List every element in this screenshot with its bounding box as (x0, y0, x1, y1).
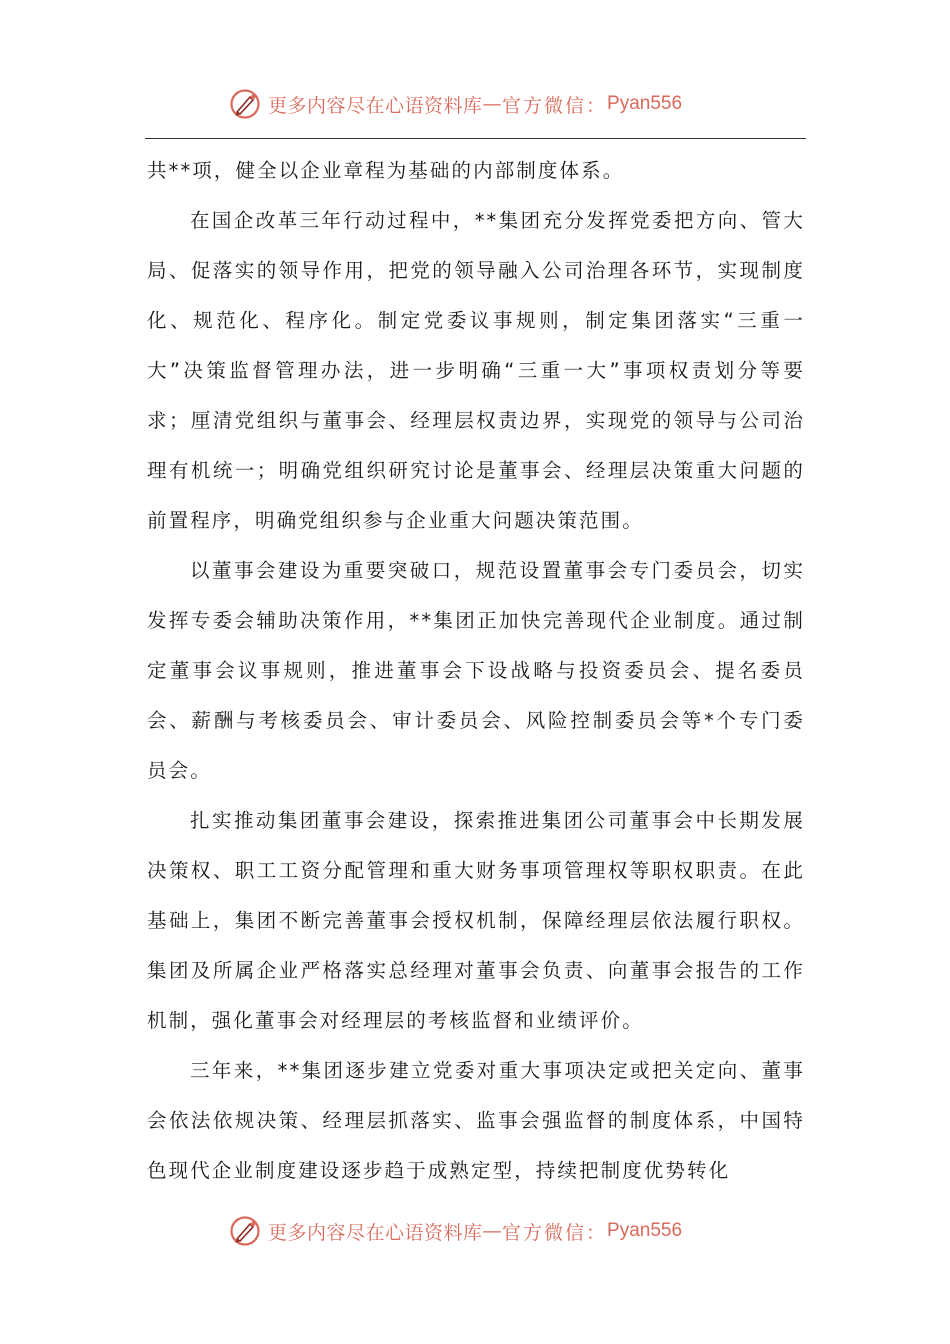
watermark-dash: — (482, 1220, 503, 1242)
paragraph-board-committees: 以董事会建设为重要突破口，规范设置董事会专门委员会，切实发挥专委会辅助决策作用，**集团正加快完善现代企业制度。通过制定董事会议事规则，推进董事会下设战略与投资委员会、提名委员会、薪酬与考核委员会、审计委员会、风险控制委员会等*个专门委员会。 (147, 559, 805, 782)
paragraph-three-years: 三年来，**集团逐步建立党委对重大事项决定或把关定向、董事会依法依规决策、经理层抓落实、监事会强监督的制度体系，中国特色现代企业制度建设逐步趋于成熟定型，持续把制度优势转化 (147, 1059, 805, 1182)
watermark-wechat-id: Pyan556 (607, 1220, 683, 1241)
watermark-dash: — (482, 93, 503, 115)
pen-logo-icon (228, 87, 262, 121)
watermark-wechat-label: 官方微信： (502, 94, 608, 117)
paragraph-continuation: 共**项，健全以企业章程为基础的内部制度体系。 (147, 159, 625, 182)
document-body (147, 146, 805, 1196)
watermark-wechat-label: 官方微信： (502, 1221, 608, 1244)
watermark-text: 更多内容尽在心语资料库 (268, 94, 483, 117)
footer-watermark (228, 1211, 682, 1251)
pen-logo-icon (228, 1214, 262, 1248)
header-divider (145, 138, 806, 139)
paragraph-party-leadership: 在国企改革三年行动过程中，**集团充分发挥党委把方向、管大局、促落实的领导作用，把党的领导融入公司治理各环节，实现制度化、规范化、程序化。制定党委议事规则，制定集团落实“三重一大”决策监督管理办法，进一步明确“三重一大”事项权责划分等要求；厘清党组织与董事会、经理层权责边界，实现党的领导与公司治理有机统一；明确党组织研究讨论是董事会、经理层决策重大问题的前置程序，明确党组织参与企业重大问题决策范围。 (147, 209, 805, 532)
watermark-wechat-id: Pyan556 (607, 93, 683, 114)
watermark-text: 更多内容尽在心语资料库 (268, 1221, 483, 1244)
paragraph-board-powers: 扎实推动集团董事会建设，探索推进集团公司董事会中长期发展决策权、职工工资分配管理和重大财务事项管理权等职权职责。在此基础上，集团不断完善董事会授权机制，保障经理层依法履行职权。集团及所属企业严格落实总经理对董事会负责、向董事会报告的工作机制，强化董事会对经理层的考核监督和业绩评价。 (147, 809, 805, 1032)
header-watermark (228, 84, 682, 124)
